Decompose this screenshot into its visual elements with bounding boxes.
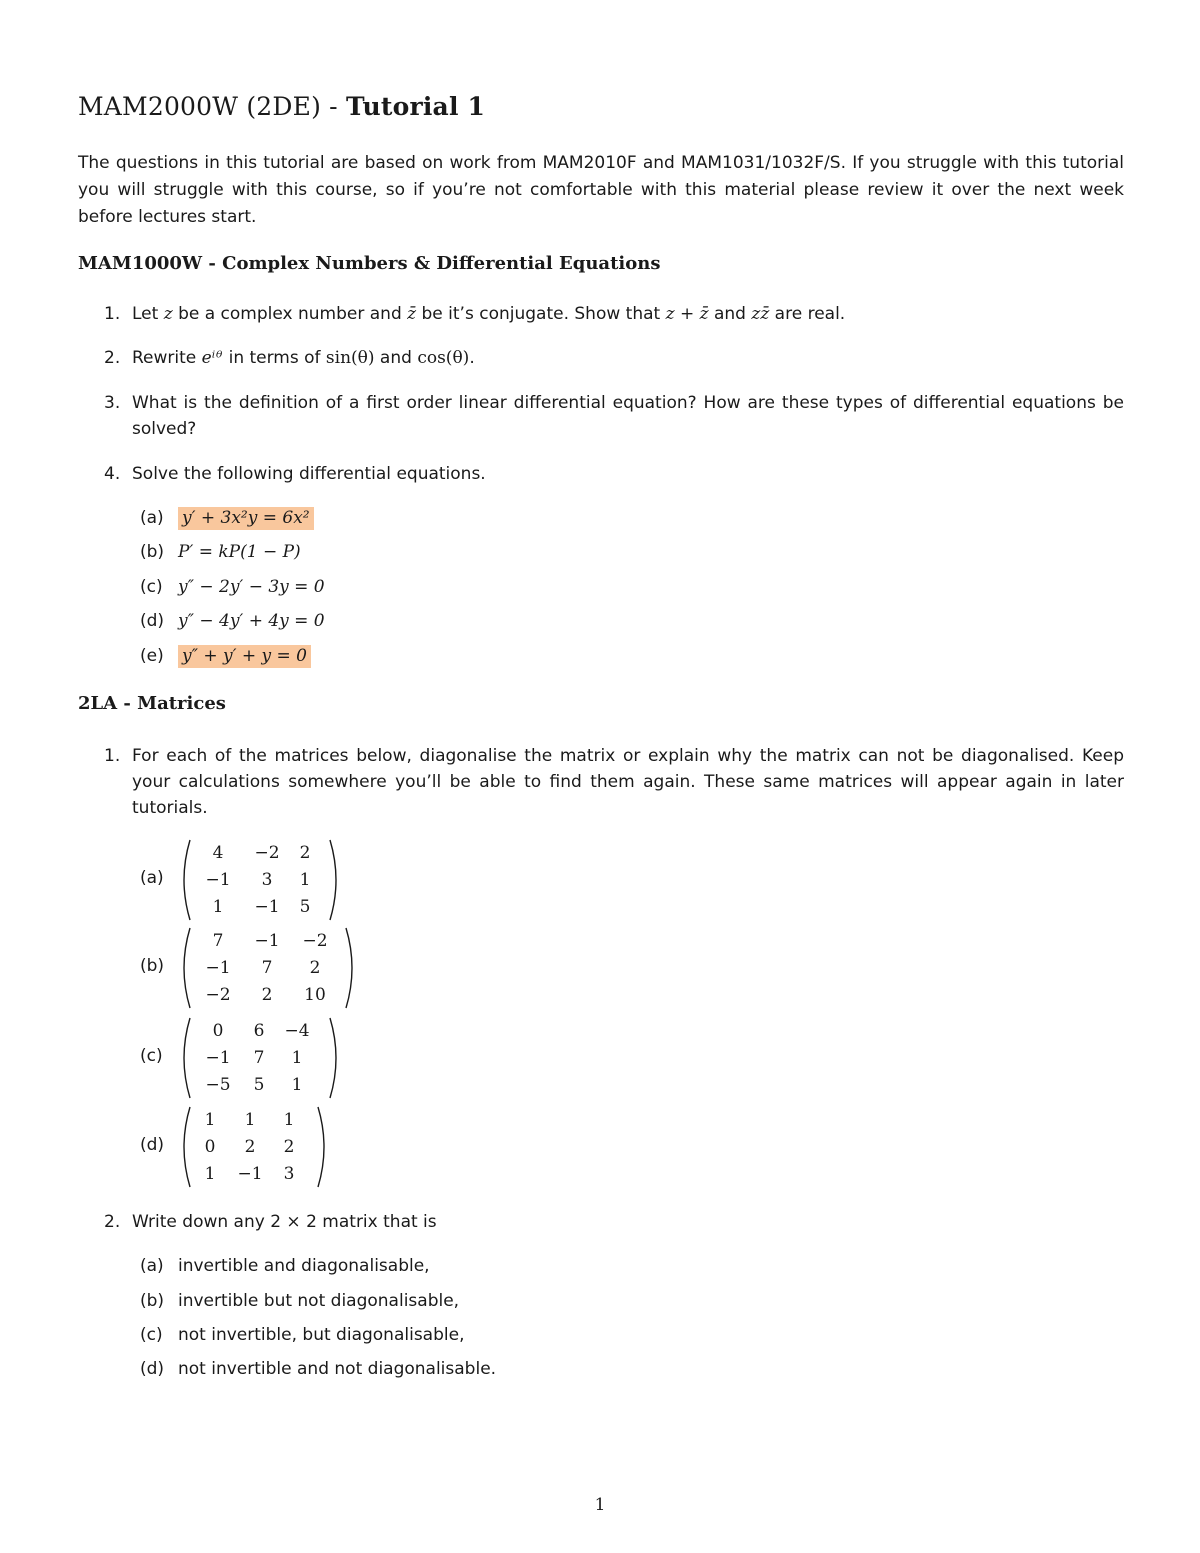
cell: 2 — [244, 1137, 256, 1157]
intro-paragraph: The questions in this tutorial are based on work from MAM2010F and MAM1031/1032F/S. If you struggle with this tutorial you will struggle with this course, so if you’re not comfortable with this material please review it over the next week before lectures start. — [78, 153, 1124, 227]
matrix-d-grid — [180, 1105, 380, 1189]
cell: 1 — [291, 1075, 303, 1095]
question-2-2: 2. Write down any 2 × 2 matrix that is — [104, 1212, 437, 1232]
cell: −1 — [254, 931, 280, 951]
cell: 1 — [283, 1110, 295, 1130]
page-number: 1 — [594, 1495, 606, 1515]
question-1-1: 1. Let z be a complex number and z̄ be it’s conjugate. Show that z + z̄ and zz̄ are real. — [104, 304, 846, 324]
equation-e: (e) y″ + y′ + y = 0 — [140, 643, 311, 669]
q2-item-b: (b) invertible but not diagonalisable, — [140, 1291, 460, 1311]
right-bracket — [330, 1018, 336, 1098]
cell: 10 — [304, 985, 326, 1005]
cell: 3 — [261, 870, 273, 890]
cell: 1 — [299, 870, 311, 890]
equation-d: (d) y″ − 4y′ + 4y = 0 — [140, 611, 325, 631]
cell: −2 — [205, 985, 231, 1005]
matrix-a-grid — [180, 838, 380, 922]
section-heading-matrices: 2LA - Matrices — [78, 693, 226, 714]
cell: 1 — [244, 1110, 256, 1130]
cell: −1 — [237, 1164, 263, 1184]
matrix-b-grid — [180, 926, 400, 1010]
tutorial-name: Tutorial 1 — [345, 92, 486, 121]
cell: 5 — [299, 897, 311, 917]
cell: 2 — [309, 958, 321, 978]
right-bracket — [346, 928, 352, 1008]
cell: −1 — [205, 870, 231, 890]
cell: −1 — [254, 897, 280, 917]
cell: 1 — [204, 1110, 216, 1130]
cell: 3 — [283, 1164, 295, 1184]
question-1-3: 3. What is the definition of a first order linear differential equation? How are these types of differential equations be solved? — [104, 393, 1124, 439]
highlighted-equation: y′ + 3x²y = 6x² — [178, 507, 314, 530]
q2-item-a: (a) invertible and diagonalisable, — [140, 1256, 430, 1276]
cell: 7 — [253, 1048, 265, 1068]
question-1-4: 4. Solve the following differential equations. — [104, 464, 486, 484]
highlighted-equation: y″ + y′ + y = 0 — [178, 645, 311, 668]
equation-a: (a) y′ + 3x²y = 6x² — [140, 505, 314, 531]
cell: 0 — [204, 1137, 216, 1157]
cell: 2 — [299, 843, 311, 863]
left-bracket — [184, 928, 190, 1008]
left-bracket — [184, 1107, 190, 1187]
left-bracket — [184, 840, 190, 920]
left-bracket — [184, 1018, 190, 1098]
cell: 5 — [253, 1075, 265, 1095]
cell: −4 — [284, 1021, 310, 1041]
section-heading-complex-de: MAM1000W - Complex Numbers & Differential Equations — [78, 253, 661, 274]
question-2-1: 1. For each of the matrices below, diagonalise the matrix or explain why the matrix can not be diagonalised. Keep your calculations somewhere you’ll be able to find them again. These same matrices will appear again in later tutorials. — [104, 746, 1124, 818]
cell: 7 — [212, 931, 224, 951]
course-code: MAM2000W (2DE) — [78, 92, 322, 121]
cell: −2 — [254, 843, 280, 863]
cell: 4 — [212, 843, 224, 863]
matrix-c-grid — [180, 1016, 380, 1100]
cell: 1 — [291, 1048, 303, 1068]
q2-item-d: (d) not invertible and not diagonalisable. — [140, 1359, 497, 1379]
cell: −1 — [205, 958, 231, 978]
equation-b: (b) P′ = kP(1 − P) — [140, 542, 301, 562]
page-title: MAM2000W (2DE) - Tutorial 1 — [78, 92, 486, 121]
question-1-2: 2. Rewrite eⁱᶿ in terms of sin(θ) and cos(θ). — [104, 348, 475, 368]
equation-c: (c) y″ − 2y′ − 3y = 0 — [140, 577, 325, 597]
document-page: MAM2000W (2DE) - Tutorial 1 The questions in this tutorial are based on work from MAM2010F and MAM1031/1032F/S. If you struggle with this tutorial you will struggle with this course, so if you’re not comfortable with this material please review it over the next week before lectures start. MAM1000W - Complex Numbers & Differential Equations 1. Let z be a complex number and z̄ be it’s conjugate. Show that z + z̄ and zz̄ are real. 2. Rewrite eⁱᶿ in terms of sin(θ) and cos(θ). 3. What is the definition of a first order linear differential equation? How are these types of differential equations be solved? 4. Solve the following differential equations. (a) y′ + 3x²y = 6x² (b) P′ = kP(1 − P) (c) y″ − 2y′ − 3y = 0 (d) y″ − 4y′ + 4y = 0 (e) y″ + y′ + y = 0 2LA - Matrices 1. For each of the matrices below, diagonalise the matrix or explain why the matrix can not be diagonalised. Keep your calculations somewhere you’ll be able to find them again. These same matrices will appear again in later tutorials. (a) 4 −2 2 −1 3 1 1 −1 5 (b) 7 −1 −2 −1 7 2 −2 2 10 (c) 0 6 −4 −1 7 1 −5 5 1 (d) 1 1 1 0 2 2 1 −1 3 2. Write down any 2 × 2 matrix that is (a) invertible and diagonalisable, (b) invertible but not diagonalisable, (c) not invertible, but diagonalisable, (d) not invertible and not diagonalisable. 1 — [0, 0, 1200, 1553]
cell: −2 — [302, 931, 328, 951]
cell: 2 — [283, 1137, 295, 1157]
cell: 2 — [261, 985, 273, 1005]
cell: 1 — [212, 897, 224, 917]
cell: 7 — [261, 958, 273, 978]
cell: 0 — [212, 1021, 224, 1041]
cell: −1 — [205, 1048, 231, 1068]
cell: −5 — [205, 1075, 231, 1095]
cell: 6 — [253, 1021, 265, 1041]
q2-item-c: (c) not invertible, but diagonalisable, — [140, 1325, 465, 1345]
right-bracket — [318, 1107, 324, 1187]
right-bracket — [330, 840, 336, 920]
cell: 1 — [204, 1164, 216, 1184]
